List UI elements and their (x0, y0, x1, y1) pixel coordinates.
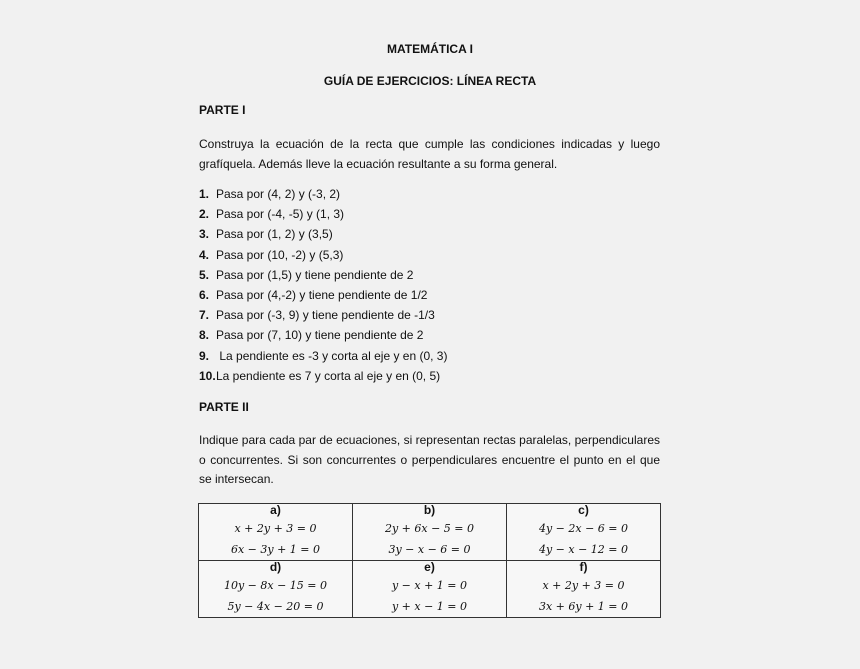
table-row (199, 504, 661, 561)
table-cell (199, 561, 353, 618)
item-text: La pendiente es 7 y corta al eje y en (0, 5) (216, 368, 441, 383)
item-number: 7. (199, 308, 210, 323)
table-cell (507, 504, 661, 561)
equation-1: 4y − 2x − 6 = 0 (538, 522, 629, 535)
item-text: Pasa por (7, 10) y tiene pendiente de 2 (216, 328, 424, 343)
item-number: 1. (199, 187, 210, 201)
table-row (199, 561, 661, 618)
list-item (199, 327, 447, 347)
cell-label: f) (579, 560, 588, 574)
table-cell (507, 561, 661, 618)
item-text: Pasa por (1,5) y tiene pendiente de 2 (216, 267, 414, 282)
exercise-list (199, 186, 447, 388)
equation-1: y − x + 1 = 0 (391, 579, 468, 592)
equation-2: y + x − 1 = 0 (391, 600, 468, 613)
document-title: MATEMÁTICA I (387, 42, 473, 56)
equation-1: 10y − 8x − 15 = 0 (223, 579, 328, 592)
item-text: Pasa por (4,-2) y tiene pendiente de 1/2 (216, 287, 428, 302)
item-number: 5. (199, 267, 210, 282)
table-cell (353, 561, 507, 618)
item-text: La pendiente es -3 y corta al eje y en (0, 3) (216, 348, 448, 363)
list-item (199, 287, 447, 307)
equation-2: 3x + 6y + 1 = 0 (538, 600, 629, 613)
cell-label: e) (424, 560, 435, 574)
item-number: 9. (199, 348, 210, 363)
item-text: Pasa por (4, 2) y (-3, 2) (216, 187, 341, 201)
list-item (199, 247, 447, 267)
list-item (199, 267, 447, 287)
part2-heading: PARTE II (199, 400, 249, 414)
part1-instructions: Construya la ecuación de la recta que cumple las condiciones indicadas y luego grafíquela. Además lleve la ecuación resultante a su forma general. (199, 137, 660, 171)
item-number: 6. (199, 287, 210, 302)
list-item (199, 226, 447, 246)
list-item (199, 307, 447, 327)
equation-2: 4y − x − 12 = 0 (538, 543, 629, 556)
item-text: Pasa por (10, -2) y (5,3) (216, 247, 344, 262)
equation-2: 6x − 3y + 1 = 0 (230, 543, 321, 556)
part2-instructions: Indique para cada par de ecuaciones, si representan rectas paralelas, perpendiculares o concurrentes. Si son concurrentes o perpendiculares encuentre el punto en el que se intersecan. (199, 433, 660, 486)
equation-1: x + 2y + 3 = 0 (234, 522, 317, 535)
equation-1: x + 2y + 3 = 0 (542, 579, 625, 592)
item-number: 2. (199, 207, 210, 222)
list-item (199, 368, 447, 388)
equation-1: 2y + 6x − 5 = 0 (384, 522, 475, 535)
list-item (199, 186, 447, 206)
table-cell (199, 504, 353, 561)
cell-label: c) (578, 503, 589, 517)
equations-table (198, 503, 661, 618)
equation-2: 5y − 4x − 20 = 0 (227, 600, 324, 613)
cell-label: b) (423, 503, 436, 517)
document-subtitle: GUÍA DE EJERCICIOS: LÍNEA RECTA (323, 74, 537, 88)
list-item (199, 348, 447, 368)
part1-heading: PARTE I (199, 103, 246, 117)
item-text: Pasa por (-4, -5) y (1, 3) (216, 207, 345, 222)
item-text: Pasa por (1, 2) y (3,5) (216, 227, 333, 242)
table-cell (353, 504, 507, 561)
cell-label: d) (269, 560, 282, 574)
equation-2: 3y − x − 6 = 0 (388, 543, 471, 556)
item-number: 4. (199, 247, 210, 262)
item-text: Pasa por (-3, 9) y tiene pendiente de -1/3 (216, 308, 435, 323)
item-number: 8. (199, 328, 210, 343)
item-number: 3. (199, 227, 210, 242)
list-item (199, 206, 447, 226)
item-number: 10. (199, 368, 216, 383)
cell-label: a) (270, 503, 281, 517)
